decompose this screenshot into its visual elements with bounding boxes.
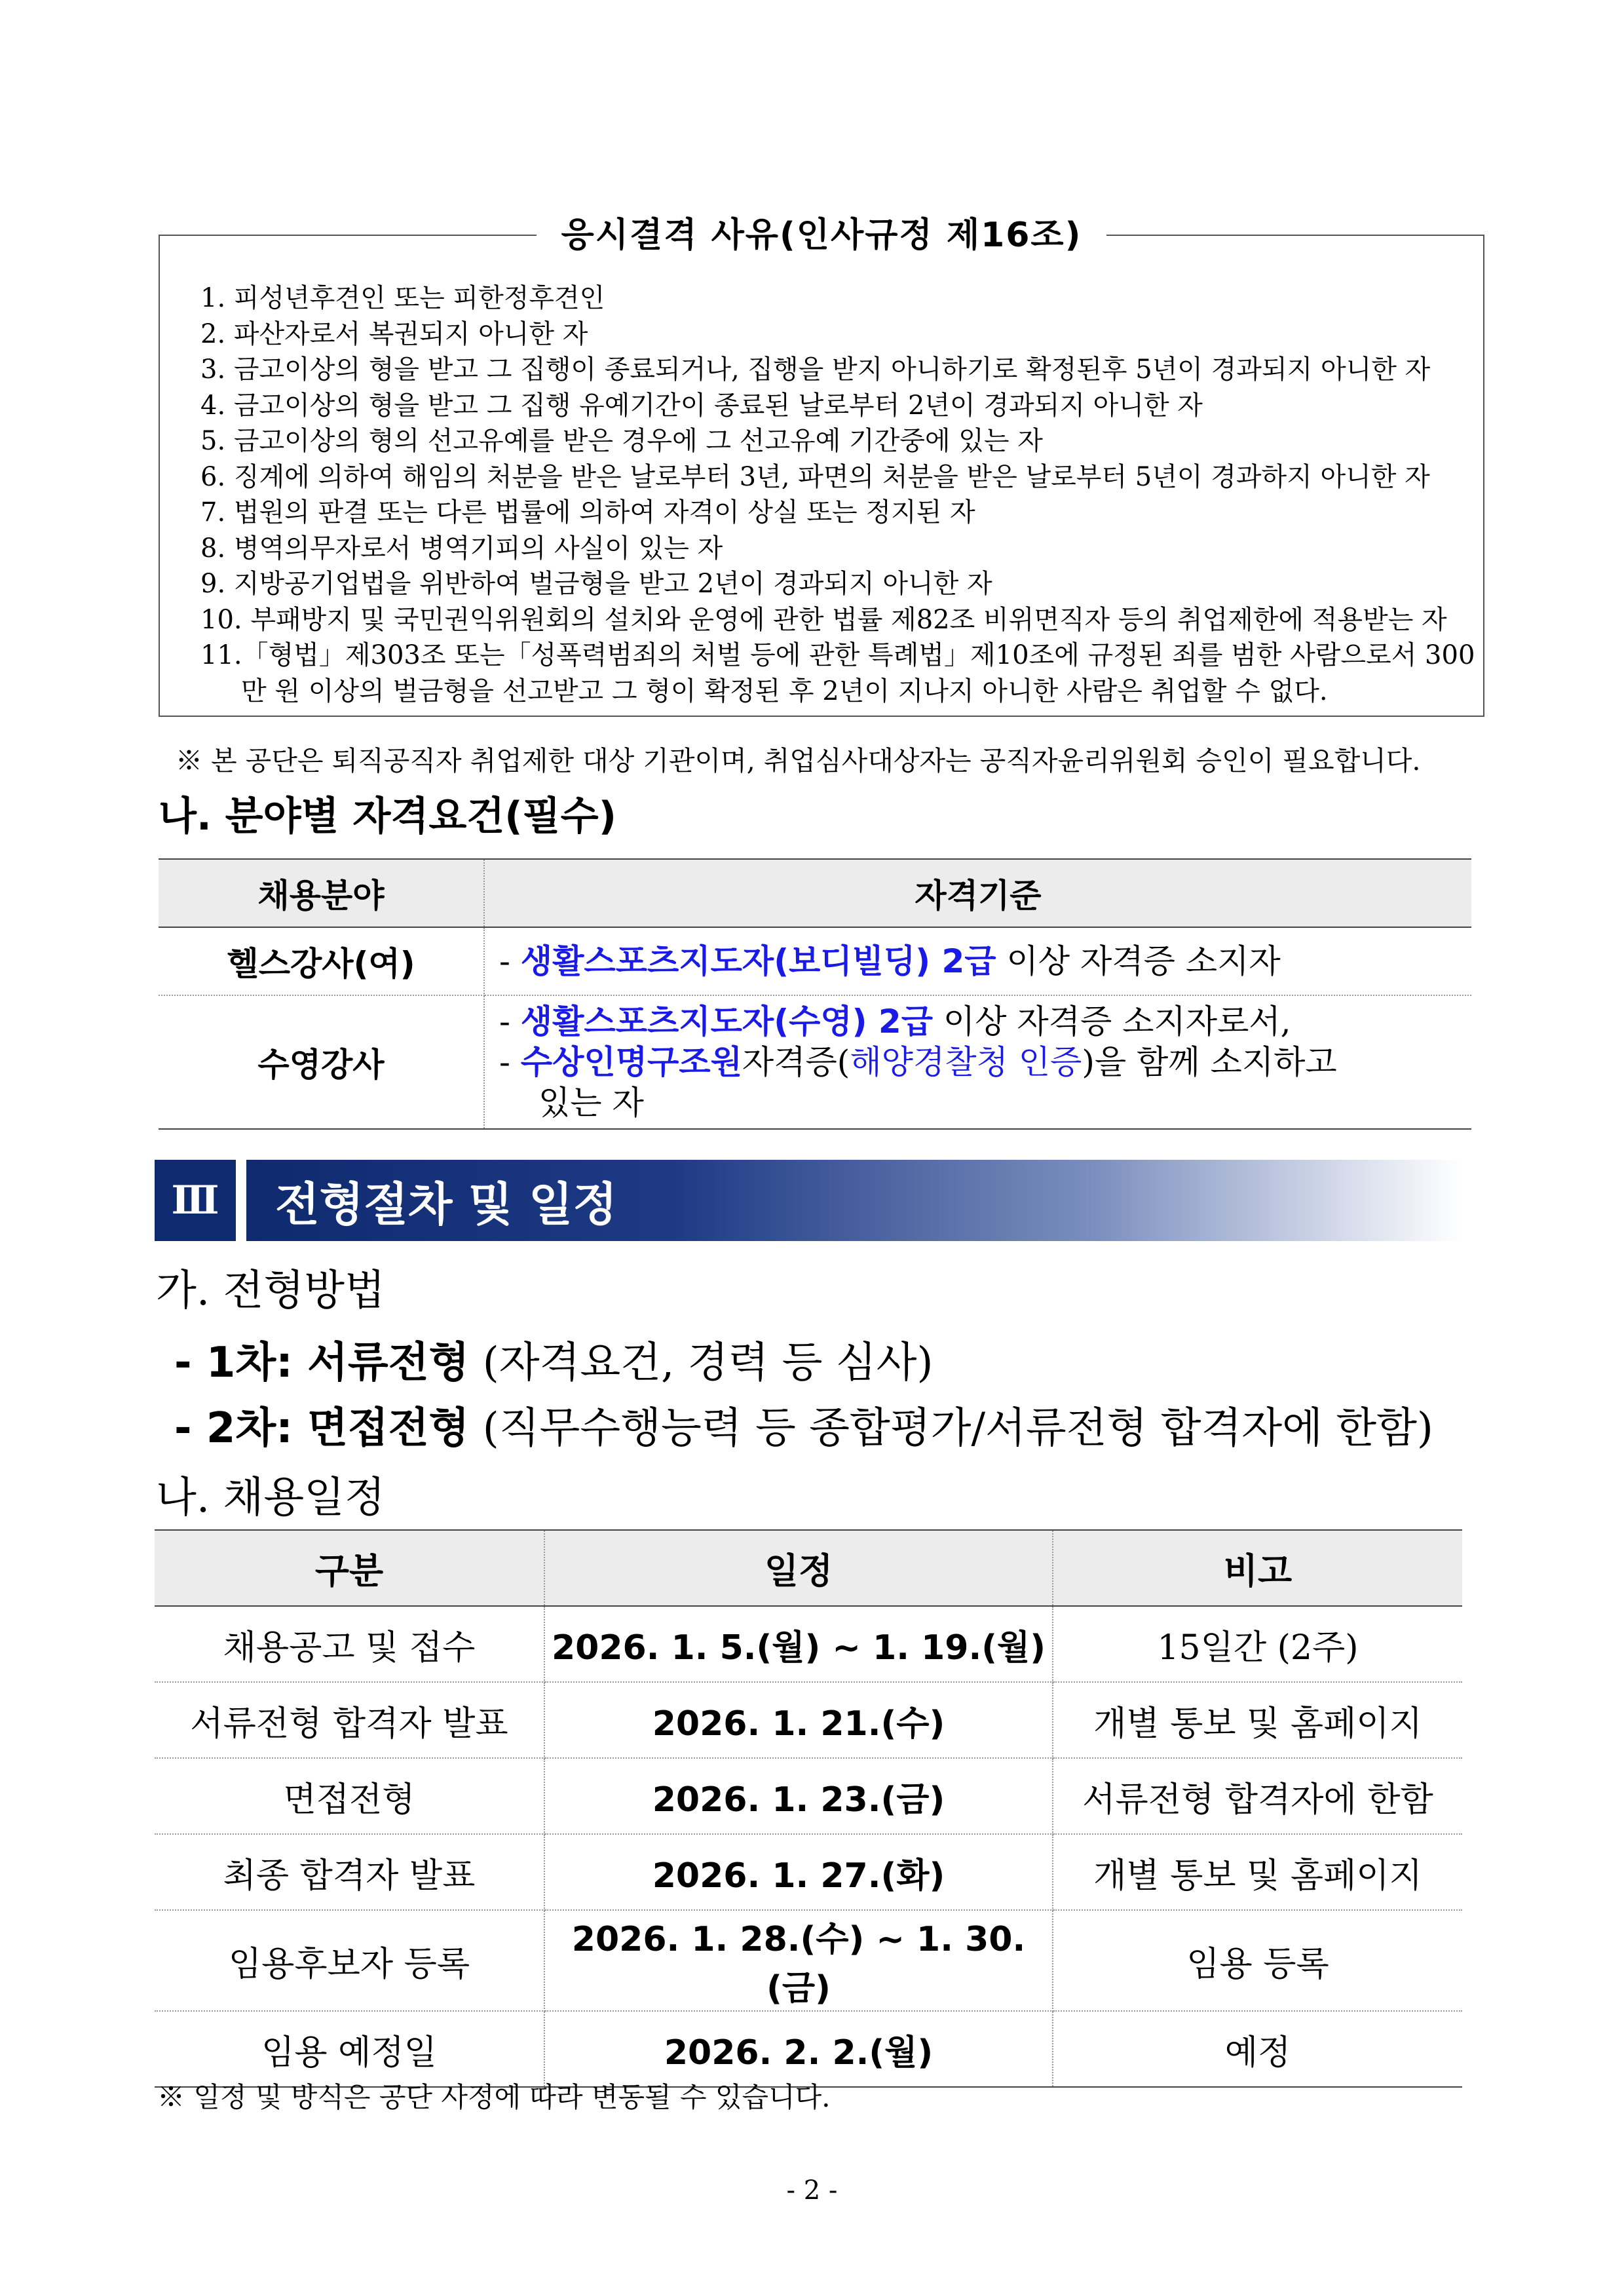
list-item-continuation: 만 원 이상의 벌금형을 선고받고 그 형이 확정된 후 2년이 지나지 아니한 사람은 취업할 수 없다. (241, 676, 1328, 706)
criteria-cell: - 생활스포츠지도자(보디빌딩) 2급 이상 자격증 소지자 (484, 927, 1471, 995)
list-item: 11.「형법」제303조 또는「성폭력범죄의 처벌 등에 관한 특례법」제10조에 규정된 죄를 범한 사람으로서 300 (200, 640, 1475, 670)
list-item: 4. 금고이상의 형을 받고 그 집행 유예기간이 종료된 날로부터 2년이 경과되지 아니한 자 (200, 390, 1203, 421)
section-number: Ⅲ (155, 1160, 236, 1241)
list-item: 5. 금고이상의 형의 선고유예를 받은 경우에 그 선고유예 기간중에 있는 자 (200, 426, 1043, 456)
header-remarks: 비고 (1053, 1530, 1462, 1606)
qualification-table (159, 858, 1471, 1130)
list-item: 9. 지방공기업법을 위반하여 벌금형을 받고 2년이 경과되지 아니한 자 (200, 569, 992, 599)
criteria-cell: - 생활스포츠지도자(수영) 2급 이상 자격증 소지자로서, - 수상인명구조원자격증(해양경찰청 인증)을 함께 소지하고 있는 자 (484, 995, 1471, 1129)
table-row: 임용후보자 등록 2026. 1. 28.(수) ~ 1. 30.(금) 임용 등록 (155, 1910, 1462, 2011)
header-category: 구분 (155, 1530, 544, 1606)
header-date: 일정 (544, 1530, 1053, 1606)
table-header-row (155, 1530, 1462, 1606)
list-item: 6. 징계에 의하여 해임의 처분을 받은 날로부터 3년, 파면의 처분을 받은 날로부터 5년이 경과하지 아니한 자 (200, 461, 1430, 492)
list-item: 3. 금고이상의 형을 받고 그 집행이 종료되거나, 집행을 받지 아니하기로 확정된후 5년이 경과되지 아니한 자 (200, 354, 1431, 385)
list-item: 7. 법원의 판결 또는 다른 법률에 의하여 자격이 상실 또는 정지된 자 (200, 497, 975, 527)
certificate-name: 수상인명구조원 (520, 1043, 742, 1081)
list-item: 10. 부패방지 및 국민권익위원회의 설치와 운영에 관한 법률 제82조 비위면직자 등의 취업제한에 적용받는 자 (200, 604, 1447, 635)
table-row (159, 995, 1471, 1129)
table-row: 최종 합격자 발표 2026. 1. 27.(화) 개별 통보 및 홈페이지 (155, 1834, 1462, 1910)
list-item: 1. 피성년후견인 또는 피한정후견인 (200, 283, 605, 313)
schedule-table (155, 1529, 1462, 2088)
certificate-name: 생활스포츠지도자(수영) 2급 (520, 1003, 933, 1041)
employment-restriction-note: ※ 본 공단은 퇴직공직자 취업제한 대상 기관이며, 취업심사대상자는 공직자윤리위원회 승인이 필요합니다. (176, 745, 1421, 776)
disqualification-box (159, 216, 1484, 717)
issuer-name: 해양경찰청 인증 (850, 1043, 1082, 1081)
schedule-heading: 나. 채용일정 (156, 1474, 385, 1522)
disqualification-list (200, 280, 1478, 709)
list-item: 8. 병역의무자로서 병역기피의 사실이 있는 자 (200, 533, 723, 564)
page-number: - 2 - (786, 2175, 838, 2206)
header-criteria: 자격기준 (484, 859, 1471, 927)
table-header-row (159, 859, 1471, 927)
step-name: 면접전형 (307, 1404, 470, 1453)
method-step: - 2차: 면접전형 (직무수행능력 등 종합평가/서류전형 합격자에 한함) (174, 1404, 1433, 1453)
table-row (159, 927, 1471, 995)
certificate-name: 생활스포츠지도자(보디빌딩) 2급 (520, 942, 996, 980)
step-name: 서류전형 (307, 1339, 470, 1387)
schedule-note: ※ 일정 및 방식은 공단 사정에 따라 변동될 수 있습니다. (157, 2081, 831, 2113)
header-field: 채용분야 (159, 859, 484, 927)
table-row: 임용 예정일 2026. 2. 2.(월) 예정 (155, 2011, 1462, 2087)
list-item: 2. 파산자로서 복권되지 아니한 자 (200, 318, 588, 349)
table-row: 면접전형 2026. 1. 23.(금) 서류전형 합격자에 한함 (155, 1758, 1462, 1834)
table-row: 채용공고 및 접수 2026. 1. 5.(월) ~ 1. 19.(월) 15일간 (2주) (155, 1606, 1462, 1682)
method-heading: 가. 전형방법 (156, 1267, 385, 1315)
qualification-heading: 나. 분야별 자격요건(필수) (159, 794, 617, 839)
table-row: 서류전형 합격자 발표 2026. 1. 21.(수) 개별 통보 및 홈페이지 (155, 1682, 1462, 1758)
section-title: 전형절차 및 일정 (246, 1160, 1462, 1241)
field-cell: 헬스강사(여) (159, 927, 484, 995)
disqualification-title: 응시결격 사유(인사규정 제16조) (537, 216, 1107, 255)
field-cell: 수영강사 (159, 995, 484, 1129)
method-step: - 1차: 서류전형 (자격요건, 경력 등 심사) (174, 1339, 934, 1387)
